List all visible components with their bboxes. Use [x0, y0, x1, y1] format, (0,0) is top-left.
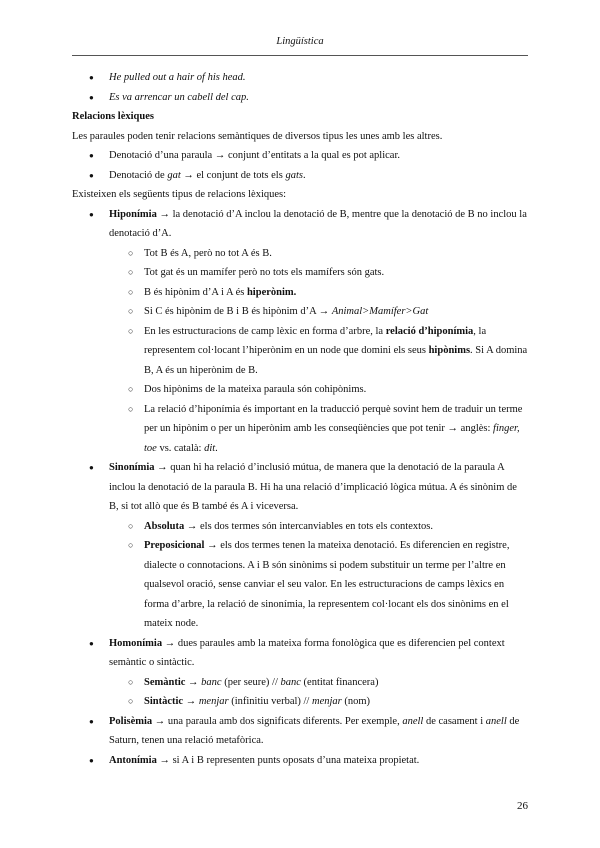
syntactic-arrow: → [183, 696, 199, 707]
circle-bullet-icon: ○ [128, 325, 134, 336]
hyperonym-term: hiperònim. [246, 286, 297, 298]
semantic-gloss-1: (per seure) // [221, 676, 281, 688]
circle-bullet-icon: ○ [128, 696, 134, 706]
denotation-list [72, 146, 528, 185]
example-english: He pulled out a hair of his head. [109, 72, 246, 83]
hyponymy-point-1: Tot B és A, però no tot A és B. [144, 247, 272, 259]
homonymy-term: Homonímia [109, 637, 163, 649]
synonymy-sublist [72, 517, 528, 634]
relation-polysemy [72, 712, 528, 751]
synonymy-term: Sinonímia [109, 462, 155, 473]
circle-bullet-icon: ○ [128, 520, 134, 531]
intro-paragraph: Les paraules poden tenir relacions semàntiques de diversos tipus les unes amb les altres. [72, 130, 443, 142]
list-item [72, 380, 528, 400]
list-item [72, 400, 528, 459]
catalan-example: dit [204, 442, 216, 454]
semantic-arrow: → [185, 676, 202, 688]
header-rule [72, 55, 528, 56]
list-item [72, 88, 528, 108]
english-example: finger, toe [144, 423, 520, 454]
list-item [72, 146, 528, 166]
syntactic-gloss-1: (infinitiu verbal) // [228, 696, 312, 707]
list-item [72, 283, 528, 303]
hyponymy-point-2: Tot gat és un mamífer però no tots els mamífers són gats. [144, 267, 385, 278]
running-header: Lingüística [276, 36, 324, 47]
relation-synonymy [72, 458, 528, 634]
hyponymy-point-7-post: . [215, 442, 218, 454]
semantic-gloss-2: (entitat financera) [300, 676, 379, 688]
relation-antonymy [72, 751, 528, 771]
relation-hyponymy [72, 205, 528, 459]
prepositional-definition: → els dos termes tenen la mateixa denotació. Es diferencien en registre, dialecte o connotacions. A i B són sinònims si podem substituir un terme per l’altre en qualsevol oració, sense canviar el seu valor. En les estructuracions de camps lèxics en forma d’arbre, la relació de sinonímia, la representem col·locant els dos sinònims en el mateix node. [144, 540, 510, 629]
circle-bullet-icon: ○ [128, 676, 134, 687]
syntactic-gloss-2: (nom) [341, 696, 371, 707]
bullet-icon: ● [89, 73, 94, 82]
circle-bullet-icon: ○ [128, 286, 134, 297]
bullet-icon: ● [89, 170, 94, 180]
bullet-icon: ● [89, 92, 94, 102]
polysemy-term: Polisèmia [109, 715, 153, 727]
hyponymy-definition: → la denotació d’A inclou la denotació de B, mentre que la denotació de B no inclou la denotació d’A. [109, 208, 527, 239]
hyponymy-chain-example: Animal>Mamífer>Gat [331, 306, 429, 317]
circle-bullet-icon: ○ [128, 247, 134, 258]
synonymy-definition: → quan hi ha relació d’inclusió mútua, de manera que la denotació de la paraula A inclou la denotació de la paraula B. Hi ha una relació d’implicació lògica mútua. A és sinònim de B, si tot allò que és B també és A i viceversa. [109, 462, 517, 512]
denotation-example-term: gat [167, 169, 181, 181]
bullet-icon: ● [89, 209, 94, 219]
bullet-icon: ● [89, 638, 94, 648]
example-catalan: Es va arrencar un cabell del cap. [109, 91, 249, 103]
polysemy-example-1: anell [402, 715, 424, 727]
page-number: 26 [517, 800, 528, 812]
absolute-definition: → els dos termes són intercanviables en tots els contextos. [184, 520, 434, 532]
polysemy-example-2: anell [485, 715, 507, 727]
hyponyms-term: hipònims [428, 345, 471, 356]
list-item [72, 263, 528, 283]
hyponymy-relation-term: relació d’hiponímia [385, 325, 474, 337]
semantic-term: Semàntic [144, 676, 186, 688]
hyponymy-point-7: La relació d’hiponímia és important en la traducció perquè sovint hem de traduir un terme per un hipònim o per un hiperònim amb les conseqüències que pot tenir → anglès: [144, 403, 523, 434]
absolute-term: Absoluta [144, 520, 185, 532]
hyponymy-point-5-mid: , la representem col·locant l’hiperònim en un node que domini els seus [144, 325, 487, 356]
hyponymy-point-4: Si C és hipònim de B i B és hipònim d’A → [144, 306, 332, 317]
semantic-example-1: banc [201, 676, 222, 688]
section-title: Relacions lèxiques [72, 111, 154, 122]
bullet-icon: ● [89, 463, 94, 472]
denotation-example-post: . [302, 169, 306, 181]
relation-homonymy [72, 634, 528, 712]
antonymy-definition: → si A i B representen punts oposats d’una mateixa propietat. [156, 754, 420, 766]
circle-bullet-icon: ○ [128, 267, 134, 277]
homonymy-sublist [72, 673, 528, 712]
syntactic-example-1: menjar [198, 696, 229, 707]
bullet-icon: ● [89, 716, 94, 726]
list-item [72, 517, 528, 537]
types-intro: Existeixen els següents tipus de relacions lèxiques: [72, 189, 287, 200]
homonymy-definition: → dues paraules amb la mateixa forma fonològica que es diferencien pel context semàntic o sintàctic. [109, 637, 505, 668]
list-item [72, 166, 528, 186]
hyponymy-sublist [72, 244, 528, 459]
circle-bullet-icon: ○ [128, 540, 134, 550]
list-item [72, 692, 528, 712]
hyponymy-point-5-post: . Si A domina B, A és un hiperònim de B. [144, 345, 528, 376]
relations-list [72, 205, 528, 771]
list-item [72, 536, 528, 634]
polysemy-definition: → una paraula amb dos significats diferents. Per exemple, [152, 715, 403, 727]
hyponymy-point-5: En les estructuracions de camp lèxic en forma d’arbre, la [144, 325, 386, 337]
syntactic-term: Sintàctic [144, 696, 184, 707]
hyponymy-point-7-mid: vs. català: [156, 442, 205, 454]
denotation-definition: Denotació d’una paraula → conjunt d’entitats a la qual es pot aplicar. [109, 150, 400, 161]
polysemy-post: de Saturn, tenen una relació metafòrica. [109, 715, 520, 746]
bullet-icon: ● [89, 755, 94, 765]
denotation-example-set: gats [285, 169, 303, 181]
hyponymy-point-3: B és hipònim d’A i A és [144, 286, 247, 298]
circle-bullet-icon: ○ [128, 306, 134, 316]
bullet-icon: ● [89, 151, 94, 160]
list-item [72, 68, 528, 88]
antonymy-term: Antonímia [109, 754, 157, 766]
list-item [72, 673, 528, 693]
hyponymy-point-6: Dos hipònims de la mateixa paraula són cohipònims. [144, 384, 367, 395]
examples-list [72, 68, 528, 107]
denotation-example-mid: → el conjunt de tots els [180, 169, 286, 181]
semantic-example-2: banc [280, 676, 301, 688]
circle-bullet-icon: ○ [128, 384, 134, 394]
page-content [72, 68, 528, 770]
prepositional-term: Preposicional [144, 540, 205, 551]
hyponymy-term: Hiponímia [109, 208, 157, 220]
polysemy-mid: de casament i [423, 715, 486, 727]
syntactic-example-2: menjar [311, 696, 342, 707]
list-item [72, 244, 528, 264]
list-item [72, 322, 528, 381]
list-item [72, 302, 528, 322]
circle-bullet-icon: ○ [128, 403, 134, 414]
denotation-example-pre: Denotació de [109, 169, 168, 181]
